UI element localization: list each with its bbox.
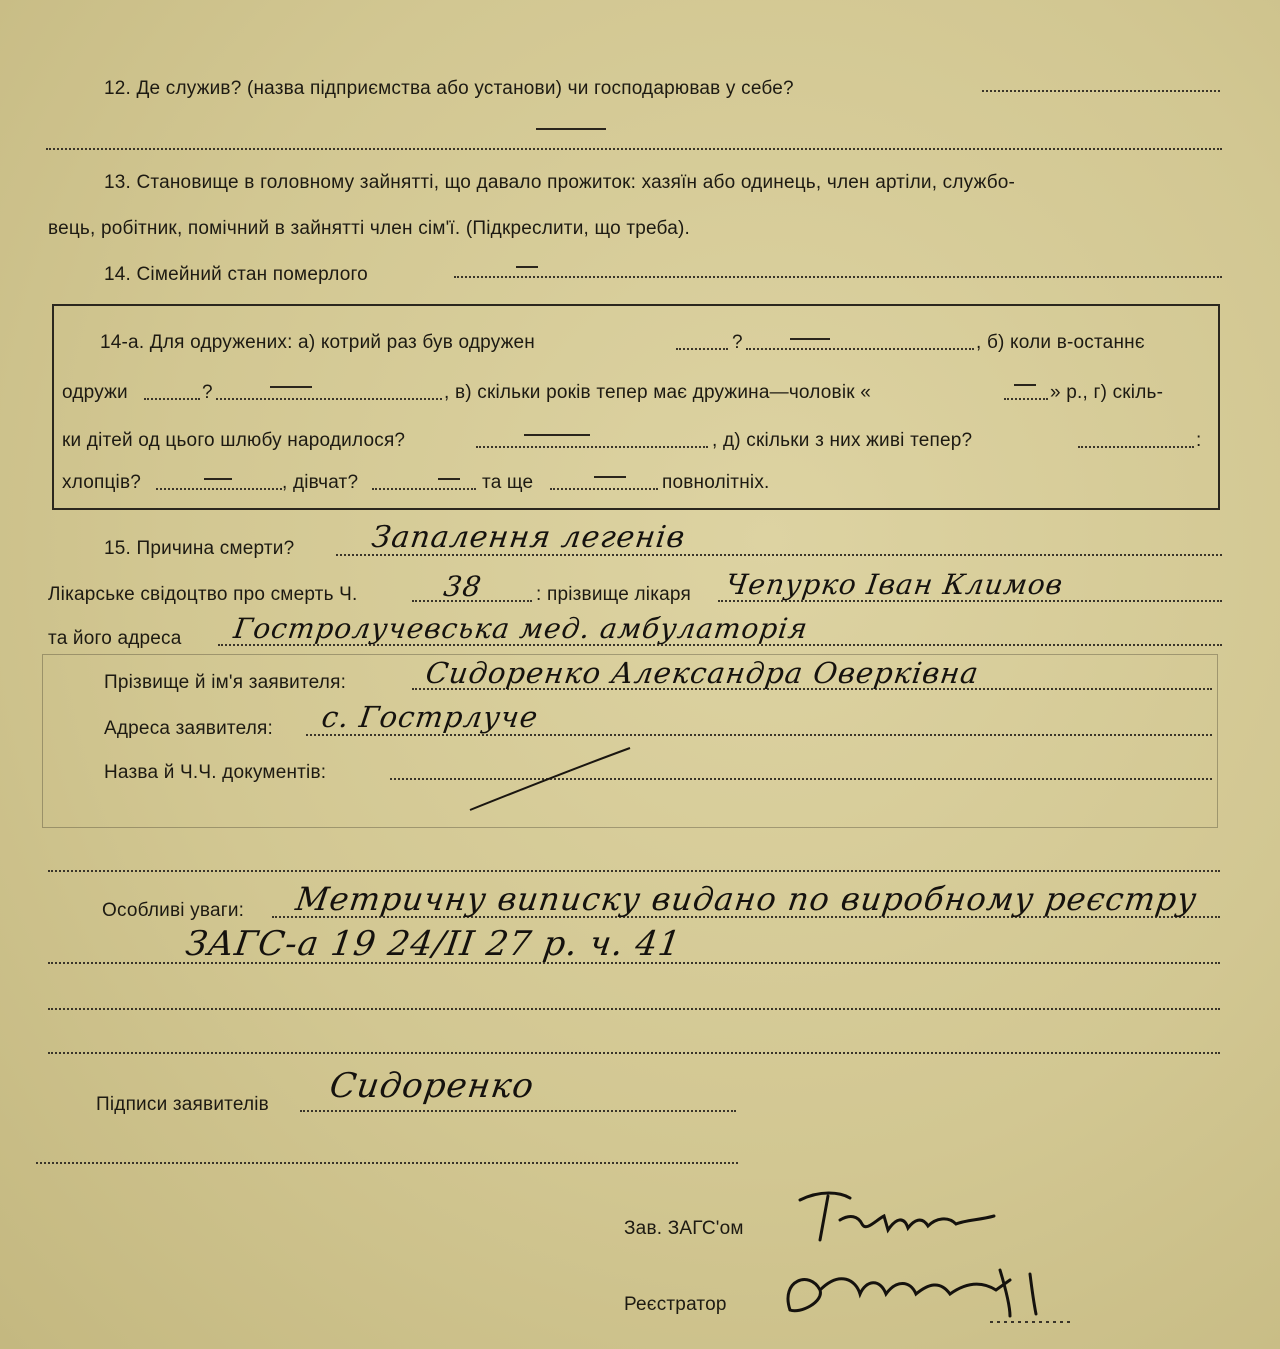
applicant-address-label: Адреса заявителя: xyxy=(104,718,273,739)
item14a-line4-a: хлопців? xyxy=(62,472,142,493)
item14a-line3-b: , д) скільки з них живі тепер? xyxy=(712,430,973,451)
adults-dash xyxy=(594,476,626,478)
girls-dash xyxy=(438,478,460,480)
applicant-signature-field-2[interactable] xyxy=(36,1162,738,1164)
last-married-field[interactable] xyxy=(144,398,200,400)
item14a-line2-b: , в) скільки років тепер має дружина—чоловік « xyxy=(444,382,872,403)
boys-field[interactable] xyxy=(156,488,282,490)
boys-dash xyxy=(204,478,232,480)
adults-field[interactable] xyxy=(550,488,658,490)
item12-field-line2[interactable] xyxy=(46,148,1222,150)
item14a-line1-b: , б) коли в-останнє xyxy=(976,332,1145,353)
item12-label: 12. Де служив? (назва підприємства або установи) чи господарював у себе? xyxy=(104,78,794,99)
last-married-field-2[interactable] xyxy=(216,398,442,400)
children-alive-field[interactable] xyxy=(1078,446,1194,448)
spouse-age-dash xyxy=(1014,384,1036,386)
notes-line1: Метричну виписку видано по виробному реєстру xyxy=(293,880,1200,918)
address-label: та його адреса xyxy=(48,628,182,649)
item14a-line2-c: » р., г) скіль- xyxy=(1050,382,1164,403)
item14-label: 14. Сімейний стан померлого xyxy=(104,264,368,285)
applicant-name-value: Сидоренко Александра Оверківна xyxy=(423,656,982,690)
marriage-count-dash xyxy=(790,338,830,340)
head-label: Зав. ЗАГС'ом xyxy=(624,1218,744,1239)
spouse-age-field[interactable] xyxy=(1004,398,1048,400)
applicant-signature-value: Сидоренко xyxy=(327,1066,537,1106)
applicant-signature-field[interactable] xyxy=(300,1110,736,1112)
cert-number: 38 xyxy=(441,570,484,603)
q-mark-2: ? xyxy=(202,382,213,403)
marriage-count-field-2[interactable] xyxy=(746,348,974,350)
notes-label: Особливі уваги: xyxy=(102,900,245,921)
item14a-line2-a: одружи xyxy=(62,382,128,403)
q-mark: ? xyxy=(732,332,743,353)
item12-dash xyxy=(536,128,606,130)
cert-label: Лікарське свідоцтво про смерть Ч. xyxy=(48,584,358,605)
doctor-value: Чепурко Іван Климов xyxy=(723,568,1066,601)
colon: : xyxy=(1196,430,1202,451)
registrar-label: Реєстратор xyxy=(624,1294,727,1315)
applicant-address-value: с. Гострлуче xyxy=(319,700,541,734)
item13-line1: 13. Становище в головному зайнятті, що давало прожиток: хазяїн або одинець, член артіли, службо- xyxy=(104,172,1016,193)
children-born-field[interactable] xyxy=(476,446,708,448)
docs-dash-stroke xyxy=(460,740,640,820)
docs-label: Назва й Ч.Ч. документів: xyxy=(104,762,327,783)
item14a-line4-c: та ще xyxy=(482,472,534,493)
notes-line2: ЗАГС-а 19 24/II 27 р. ч. 41 xyxy=(183,924,684,964)
item12-field[interactable] xyxy=(982,90,1220,92)
registrar-signature xyxy=(760,1250,1080,1330)
item14a-line4-b: , дівчат? xyxy=(282,472,359,493)
notes-field-3[interactable] xyxy=(48,1008,1220,1010)
last-married-dash xyxy=(270,386,312,388)
doctor-label: : прізвище лікаря xyxy=(536,584,691,605)
item14-field[interactable] xyxy=(454,276,1222,278)
applicant-address-field[interactable] xyxy=(306,734,1212,736)
item14a-line3-a: ки дітей од цього шлюбу народилося? xyxy=(62,430,406,451)
item13-line2: вець, робітник, помічний в зайнятті член сім'ї. (Підкреслити, що треба). xyxy=(48,218,690,239)
cause-label: 15. Причина смерти? xyxy=(104,538,295,559)
applicant-signature-label: Підписи заявителів xyxy=(96,1094,269,1115)
item14a-line1-a: 14-а. Для одружених: а) котрий раз був одружен xyxy=(100,332,535,353)
item14-dash xyxy=(516,266,538,268)
address-value: Гостролучевська мед. амбулаторія xyxy=(231,612,811,645)
applicant-name-label: Прізвище й ім'я заявителя: xyxy=(104,672,347,693)
girls-field[interactable] xyxy=(372,488,476,490)
head-signature xyxy=(780,1180,1010,1260)
marriage-count-field[interactable] xyxy=(676,348,728,350)
separator-line xyxy=(48,870,1220,872)
cause-value: Запалення легенів xyxy=(369,520,688,555)
notes-field-4[interactable] xyxy=(48,1052,1220,1054)
item14a-line4-d: повнолітніх. xyxy=(662,472,770,493)
children-born-dash xyxy=(524,434,590,436)
